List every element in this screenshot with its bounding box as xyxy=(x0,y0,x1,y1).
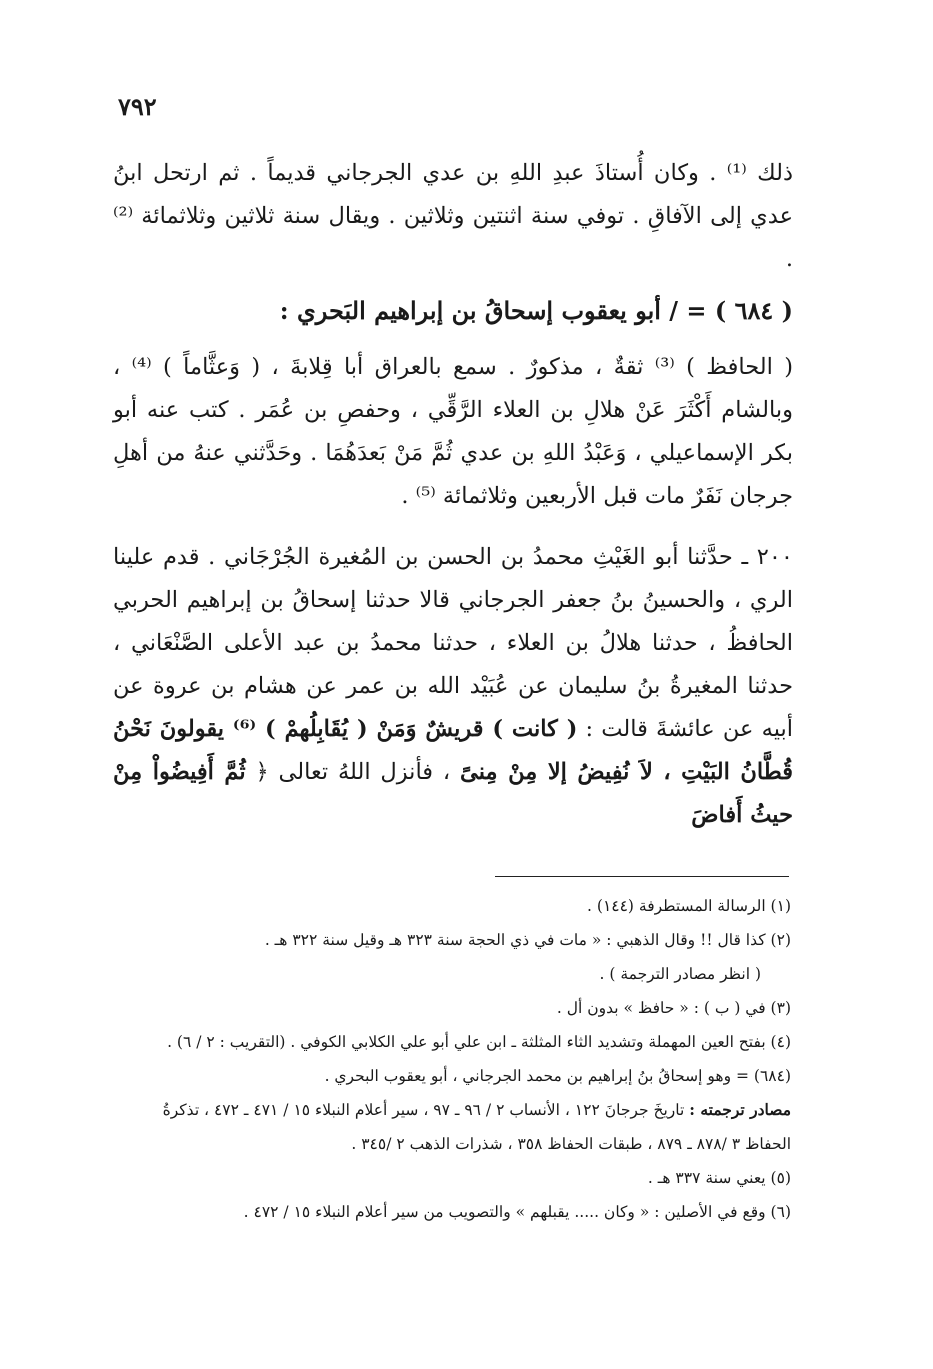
hadith-isnad: ٢٠٠ ـ حدَّثنا أبو الغَيْثِ محمدُ بن الحسن بن المُغيرة الجُرْجَاني . قدم علينا الري ، والحسينُ بنُ جعفر الجرجاني قالا حدثنا إسحاقُ بن إبراهيم الحربي الحافظُ ، حدثنا هلالُ بن العلاء ، حدثنا محمدُ بن عبد الأعلى الصَّنْعَاني ، حدثنا المغيرةُ بنُ سليمان عن عُبَيْد الله بن عمر عن هشام بن عروة عن أبيه عن عائشةَ قالت : xyxy=(113,544,794,742)
paragraph-2: ( الحافظ ) ⁽³⁾ ثقةٌ ، مذكورٌ . سمع بالعراق أبا قِلابةَ ، ( وَعثَّاماً ) ⁽⁴⁾ ، وبالشام أَكْثَرَ عَنْ هلالِ بن العلاء الرَّقِّي ، وحفصِ بن عُمَر . كتب عنه أبو بكر الإسماعيلي ، وَعَبْدُ اللهِ بن عدي ثُمَّ مَنْ بَعدَهُمَا . وحَدَّثني عنهُ من أهلِ جرجان نَفَرٌ مات قبل الأربعين وثلاثمائة ⁽⁵⁾ . xyxy=(113,354,793,509)
main-text xyxy=(113,152,793,837)
footnote-6: (٦) وقع في الأصلين : « وكان ..... يقبلهم » والتصويب من سير أعلام النبلاء ١٥ / ٤٧٢ . xyxy=(243,1203,791,1221)
footnotes xyxy=(115,889,791,1229)
paragraph-3 xyxy=(113,536,793,837)
footnote-4: (٤) بفتح العين المهملة وتشديد الثاء المثلثة ـ ابن علي أبو علي الكلابي الكوفي . (التقريب : ٢ / ٦) . xyxy=(167,1033,791,1051)
hadith-connector: ، فأنزل اللهُ تعالى ﴿ xyxy=(245,759,460,785)
sources-label: مصادر ترجمته : xyxy=(689,1100,791,1119)
footnote-1: (١) الرسالة المستطرفة (١٤٤) . xyxy=(587,897,791,915)
sources-text: تاريخَ جرجانَ ١٢٢ ، الأنساب ٢ / ٩٦ ـ ٩٧ ، سير أعلام النبلاء ١٥ / ٤٧١ ـ ٤٧٢ ، تذكرةُ الحفاظ ٣ /٨٧٨ ـ ٨٧٩ ، طبقات الحفاظ ٣٥٨ ، شذرات الذهب ٢ /٣٤٥ . xyxy=(162,1101,791,1153)
footnote-684: (٦٨٤) = وهو إسحاقُ بنُ إبراهيم بن محمد الجرجاني ، أبو يعقوب البحري . xyxy=(324,1067,791,1085)
entry-heading: ( ٦٨٤ ) = / أبو يعقوب إسحاقُ بن إبراهيم البَحري : xyxy=(279,296,793,325)
footnote-2: (٢) كذا قال !! وقال الذهبي : « مات في ذي الحجة سنة ٣٢٣ هـ وقيل سنة ٣٢٢ هـ . xyxy=(264,931,791,949)
footnote-sources xyxy=(115,1093,791,1161)
quran-verse: ثُمَّ أَفِيضُواْ مِنْ حيثُ أَفاضَ xyxy=(113,759,793,828)
page-number: ٧٩٢ xyxy=(118,92,157,121)
hadith-matn: ( كانت ) قريشٌ وَمَنْ ( يُقَابِلُهمْ ) ⁽⁶⁾ يقولونَ نَحْنُ قُطَّانُ البَيْتِ ، لاَ نُفِيضُ إلا مِنْ مِنىً xyxy=(113,716,793,785)
paragraph-1: ذلك ⁽¹⁾ . وكان أُستاذَ عبدِ اللهِ بن عدي الجرجاني قديماً . ثم ارتحل ابنُ عدي إلى الآفاقِ . توفي سنة اثنتين وثلاثين . ويقال سنة ثلاثين وثلاثمائة ⁽²⁾ . xyxy=(113,160,794,272)
footnote-separator xyxy=(495,876,789,877)
footnote-5: (٥) يعني سنة ٣٣٧ هـ . xyxy=(647,1169,791,1187)
footnote-3: (٣) في ( ب ) : « حافظ » بدون أل . xyxy=(556,999,791,1017)
footnote-2-continued: ( انظر مصادر الترجمة ) . xyxy=(599,965,761,983)
